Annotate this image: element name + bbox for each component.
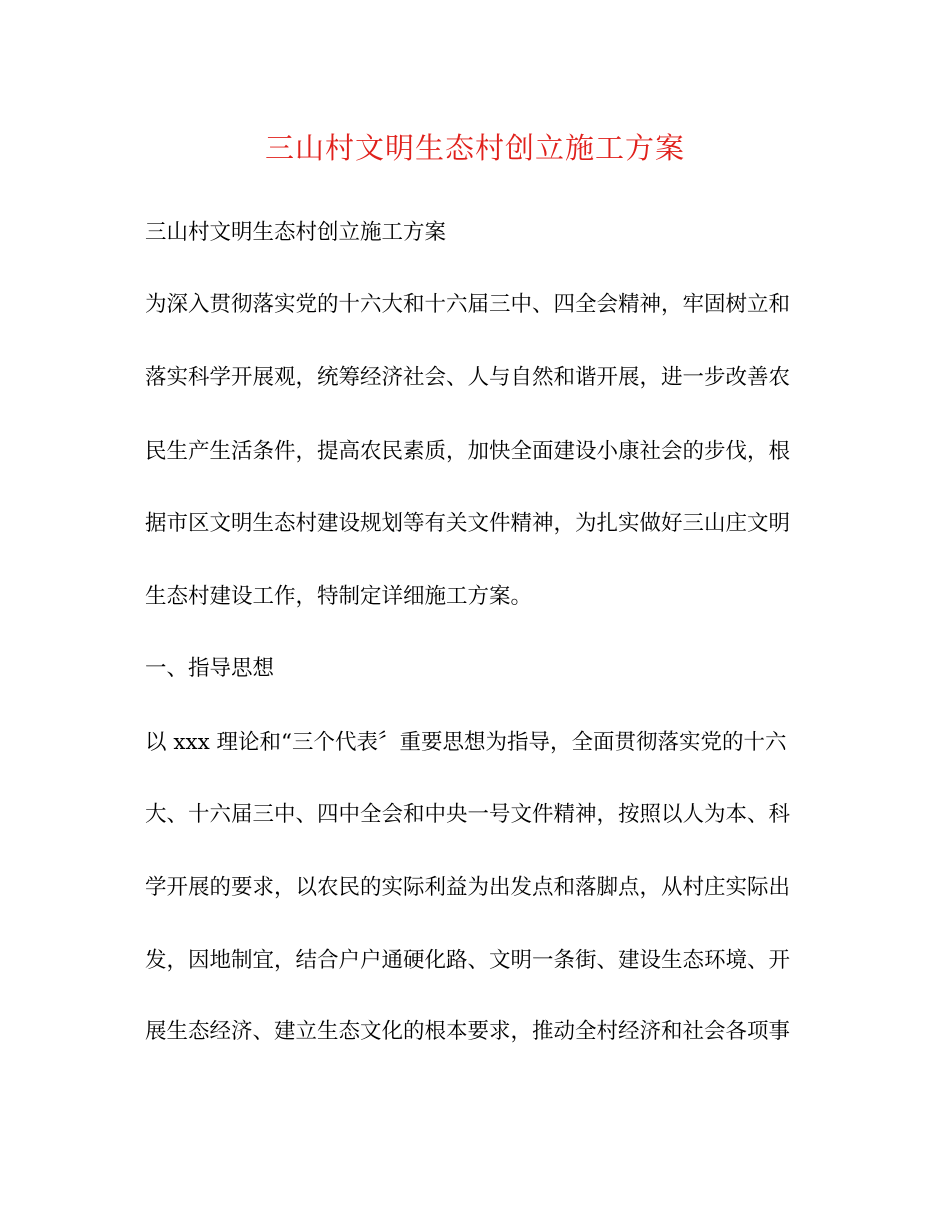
section-line: 以 xxx 理论和“三个代表〞重要思想为指导，全面贯彻落实党的十六 (145, 730, 787, 755)
intro-line: 生态村建设工作，特制定详细施工方案。 (145, 584, 533, 609)
section-line: 展生态经济、建立生态文化的根本要求，推动全村经济和社会各项事 (145, 1019, 791, 1044)
document-title: 三山村文明生态村创立施工方案 (264, 131, 685, 165)
intro-line: 落实科学开展观，统筹经济社会、人与自然和谐开展，进一步改善农 (145, 365, 791, 390)
section-line: 学开展的要求，以农民的实际利益为出发点和落脚点，从村庄实际出 (145, 875, 791, 900)
section-line: 发，因地制宜，结合户户通硬化路、文明一条街、建设生态环境、开 (145, 948, 791, 973)
section-heading: 一、指导思想 (145, 656, 275, 681)
intro-line: 据市区文明生态村建设规划等有关文件精神，为扎实做好三山庄文明 (145, 511, 791, 536)
intro-line: 为深入贯彻落实党的十六大和十六届三中、四全会精神，牢固树立和 (145, 292, 791, 317)
section-line: 大、十六届三中、四中全会和中央一号文件精神，按照以人为本、科 (145, 802, 791, 827)
intro-line: 民生产生活条件，提高农民素质，加快全面建设小康社会的步伐，根 (145, 439, 791, 464)
document-subtitle: 三山村文明生态村创立施工方案 (145, 220, 447, 245)
